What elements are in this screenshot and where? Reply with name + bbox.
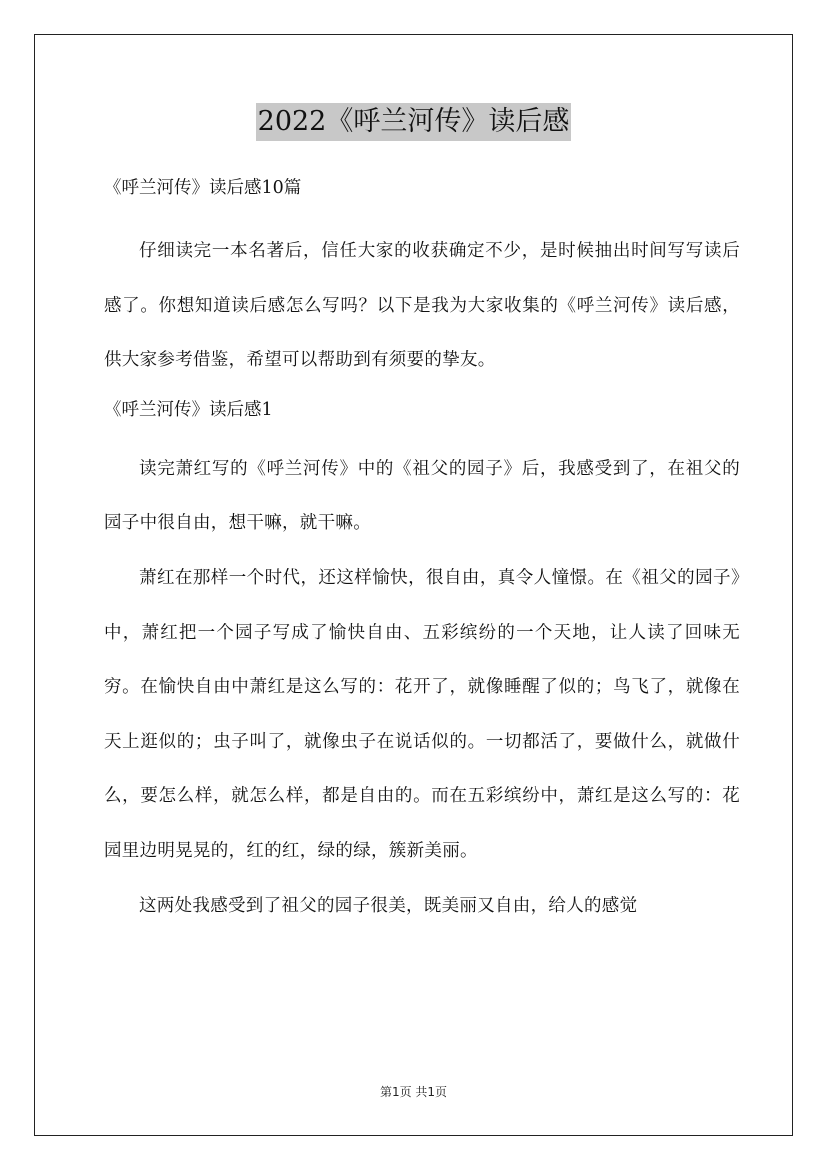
title-container [0, 103, 827, 141]
page-number-label: 第1页 共1页 [379, 1085, 448, 1099]
page-footer [0, 1083, 827, 1100]
body-paragraph-2: 萧红在那样一个时代，还这样愉快，很自由，真令人憧憬。在《祖父的园子》中，萧红把一个园子写成了愉快自由、五彩缤纷的一个天地，让人读了回味无穷。在愉快自由中萧红是这么写的：花开了，就像睡醒了似的；鸟飞了，就像在天上逛似的；虫子叫了，就像虫子在说话似的。一切都活了，要做什么，就做什么，要怎么样，就怎么样，都是自由的。而在五彩缤纷中，萧红是这么写的：花园里边明晃晃的，红的红，绿的绿，簇新美丽。 [104, 567, 740, 861]
document-subtitle: 《呼兰河传》读后感10篇 [104, 178, 302, 198]
body-paragraph-3: 这两处我感受到了祖父的园子很美，既美丽又自由，给人的感觉 [139, 895, 638, 916]
document-body [104, 170, 740, 933]
intro-paragraph: 仔细读完一本名著后，信任大家的收获确定不少，是时候抽出时间写写读后感了。你想知道读后感怎么写吗？以下是我为大家收集的《呼兰河传》读后感，供大家参考借鉴，希望可以帮助到有须要的挚友。 [104, 241, 740, 371]
document-title: 2022《呼兰河传》读后感 [256, 103, 572, 141]
body-paragraph-1: 读完萧红写的《呼兰河传》中的《祖父的园子》后，我感受到了，在祖父的园子中很自由，想干嘛，就干嘛。 [104, 458, 740, 534]
section-heading: 《呼兰河传》读后感1 [104, 399, 273, 420]
